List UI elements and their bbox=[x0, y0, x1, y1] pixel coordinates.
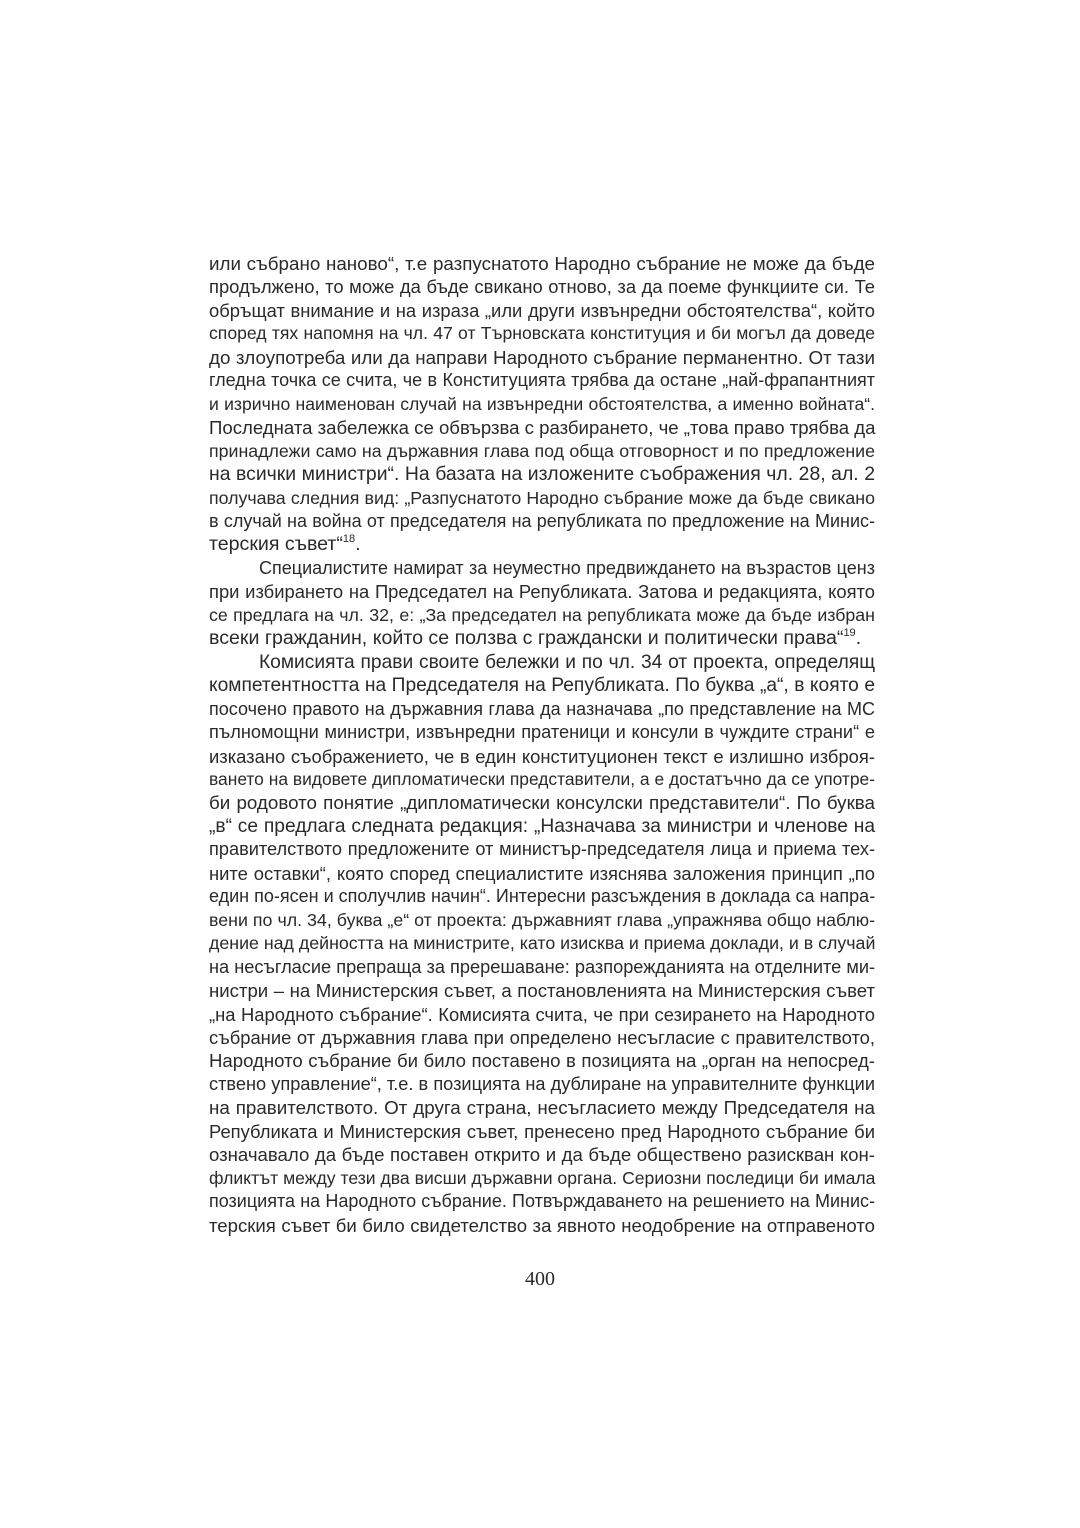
line-text: получава следния вид: „Разпуснатото Народно събрание може да бъде свикано bbox=[209, 487, 875, 508]
line-text: всеки гражданин, който се ползва с граждански и политически права“ bbox=[209, 627, 844, 650]
text-line bbox=[209, 440, 875, 463]
line-text: ването на видовете дипломатически представители, а е достатъчно да се употре- bbox=[209, 768, 875, 789]
line-text: гледна точка се счита, че в Конституцията трябва да остане „най-фрапантният bbox=[209, 370, 875, 391]
text-line bbox=[209, 745, 875, 768]
line-text: един по-ясен и сполучлив начин“. Интересни разсъждения в доклада са напра- bbox=[209, 886, 876, 907]
text-line bbox=[209, 580, 875, 603]
line-text: продължено, то може да бъде свикано отново, за да поеме функциите си. Те bbox=[209, 276, 875, 298]
line-text: изказано съображението, че в един конституционен текст е излишно изброя- bbox=[209, 745, 875, 767]
text-line bbox=[209, 885, 875, 908]
line-text: обръщат внимание и на израза „или други извънредни обстоятелства“, който bbox=[209, 299, 875, 321]
text-line bbox=[209, 862, 875, 885]
line-text: ните оставки“, която според специалистите изяснява заложения принцип „по bbox=[209, 862, 875, 884]
line-text: Последната забележка се обвързва с разбирането, че „това право трябва да bbox=[209, 417, 876, 439]
line-text: Комисията прави своите бележки и по чл. 34 от проекта, определящ bbox=[259, 651, 875, 673]
text-line bbox=[209, 416, 875, 439]
text-line bbox=[209, 1003, 875, 1026]
footnote-marker: 18 bbox=[342, 533, 356, 546]
line-text: на всички министри“. На базата на изложените съображения чл. 28, ал. 2 bbox=[209, 463, 875, 486]
line-text: при избирането на Председател на Републиката. Затова и редакцията, която bbox=[209, 581, 875, 603]
text-line bbox=[209, 533, 875, 556]
line-text: компетентността на Председателя на Републиката. По буква „а“, в която е bbox=[209, 675, 875, 697]
text-line bbox=[209, 510, 875, 533]
line-text: в случай на война от председателя на републиката по предложение на Минис- bbox=[209, 510, 875, 531]
line-text: на правителството. От друга страна, несъгласието между Председателя на bbox=[209, 1097, 875, 1119]
line-text: Специалистите намират за неуместно предвиждането на възрастов ценз bbox=[259, 557, 875, 578]
text-line bbox=[209, 979, 875, 1002]
line-text: на несъгласие препраща за пререшаване: разпорежданията на отделните ми- bbox=[209, 956, 876, 977]
text-line bbox=[209, 932, 875, 955]
text-line bbox=[209, 791, 875, 814]
line-text: позицията на Народното събрание. Потвърждаването на решението на Минис- bbox=[209, 1191, 875, 1212]
text-line bbox=[209, 1214, 875, 1237]
text-line bbox=[209, 768, 875, 791]
text-line bbox=[209, 604, 875, 627]
line-text: пълномощни министри, извънредни пратеници и консули в чуждите страни“ е bbox=[209, 722, 875, 743]
line-text: или събрано наново“, т.е разпуснатото Народно събрание не може да бъде bbox=[209, 253, 875, 274]
text-line bbox=[209, 698, 875, 721]
text-line bbox=[209, 674, 875, 697]
text-line bbox=[209, 322, 875, 345]
text-line bbox=[209, 1143, 875, 1166]
document-body bbox=[209, 252, 875, 1237]
line-text: вени по чл. 34, буква „е“ от проекта: държавният глава „упражнява общо наблю- bbox=[209, 909, 875, 930]
line-text: означавало да бъде поставен открито и да бъде обществено разискван кон- bbox=[209, 1144, 875, 1166]
line-text: според тях напомня на чл. 47 от Търновската конституция и би могъл да доведе bbox=[209, 323, 875, 344]
text-line bbox=[209, 393, 875, 416]
text-line bbox=[209, 815, 875, 838]
text-line bbox=[209, 1096, 875, 1119]
text-line bbox=[209, 557, 875, 580]
line-text: нистри – на Министерския съвет, а постановленията на Министерския съвет bbox=[209, 980, 875, 1002]
text-line bbox=[209, 651, 875, 674]
line-tail: . bbox=[855, 627, 862, 650]
line-text: ствено управление“, т.е. в позицията на дублиране на управителните функции bbox=[209, 1073, 875, 1094]
text-line bbox=[209, 1073, 875, 1096]
line-text: „в“ се предлага следната редакция: „Назначава за министри и членове на bbox=[209, 815, 875, 837]
line-text: правителството предложените от министър-председателя лица и приема тех- bbox=[209, 839, 875, 860]
page-number: 400 bbox=[525, 1268, 555, 1290]
text-line bbox=[209, 1120, 875, 1143]
text-line bbox=[209, 909, 875, 932]
text-line bbox=[209, 1167, 875, 1190]
line-text: терския съвет би било свидетелство за явното неодобрение на отправеното bbox=[209, 1214, 875, 1236]
text-line bbox=[209, 838, 875, 861]
line-tail: . bbox=[355, 533, 361, 556]
line-text: фликтът между тези два висши държавни органа. Сериозни последици би имала bbox=[209, 1167, 876, 1188]
paragraph bbox=[209, 557, 875, 651]
text-line bbox=[209, 252, 875, 275]
line-text: би родовото понятие „дипломатически консулски представители“. По буква bbox=[209, 792, 875, 814]
line-text: терския съвет“ bbox=[209, 533, 343, 556]
text-line bbox=[209, 369, 875, 392]
text-line bbox=[209, 956, 875, 979]
text-line bbox=[209, 299, 875, 322]
text-line bbox=[209, 346, 875, 369]
text-line bbox=[209, 1190, 875, 1213]
text-line bbox=[209, 487, 875, 510]
line-text: до злоупотреба или да направи Народното събрание перманентно. От тази bbox=[209, 346, 875, 368]
text-line bbox=[209, 1026, 875, 1049]
line-text: дение над дейността на министрите, като изисква и приема доклади, и в случай bbox=[209, 933, 876, 954]
line-text: Републиката и Министерския съвет, пренесено пред Народното събрание би bbox=[209, 1120, 875, 1142]
text-line bbox=[209, 627, 875, 650]
line-text: Народното събрание би било поставено в позицията на „орган на непосред- bbox=[209, 1050, 875, 1072]
text-line bbox=[209, 1049, 875, 1072]
paragraph bbox=[209, 252, 875, 557]
footnote-marker: 19 bbox=[843, 627, 856, 640]
text-line bbox=[209, 721, 875, 744]
line-text: се предлага на чл. 32, е: „За председател на републиката може да бъде избран bbox=[209, 604, 875, 625]
text-line bbox=[209, 275, 875, 298]
line-text: принадлежи само на държавния глава под обща отговорност и по предложение bbox=[209, 440, 875, 461]
paragraph bbox=[209, 651, 875, 1237]
line-text: и изрично наименован случай на извънредни обстоятелства, а именно войната“. bbox=[209, 393, 875, 414]
line-text: събрание от държавния глава при определено несъгласие с правителството, bbox=[209, 1026, 875, 1048]
text-line bbox=[209, 463, 875, 486]
line-text: „на Народното събрание“. Комисията счита, че при сезирането на Народното bbox=[209, 1003, 875, 1025]
line-text: посочено правото на държавния глава да назначава „по представление на МС bbox=[209, 698, 875, 719]
